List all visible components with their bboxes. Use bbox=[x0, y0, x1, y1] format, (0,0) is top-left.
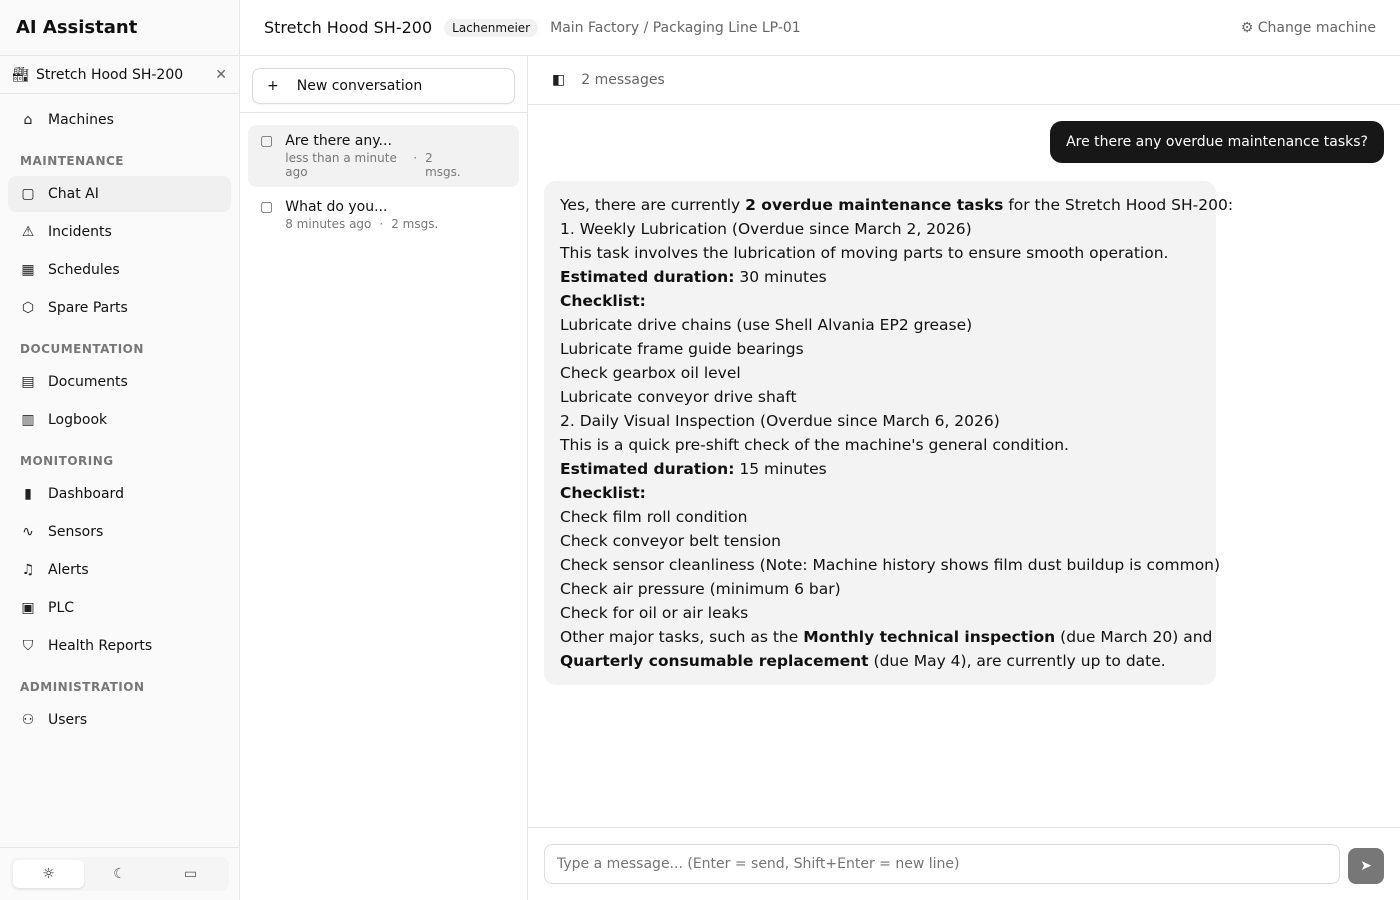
text: 15 minutes bbox=[734, 460, 827, 478]
conversation-title: Are there any... bbox=[285, 133, 392, 149]
sidebar-item-spare-parts[interactable] bbox=[8, 290, 231, 326]
text: Check gearbox oil level bbox=[560, 364, 741, 382]
sidebar-item-alerts[interactable] bbox=[8, 552, 231, 588]
factory-icon: ⌂ bbox=[23, 112, 33, 128]
sidebar-item-plc[interactable] bbox=[8, 590, 231, 626]
theme-switcher bbox=[0, 847, 239, 900]
bold-text: Estimated duration: bbox=[560, 460, 735, 478]
reply-line bbox=[560, 601, 1200, 625]
chip-icon: ▣ bbox=[21, 600, 35, 616]
reply-line bbox=[560, 505, 1200, 529]
sidebar-item-logbook[interactable] bbox=[8, 402, 231, 438]
bold-text: Estimated duration: bbox=[560, 268, 735, 286]
package-icon: ⬡ bbox=[21, 300, 35, 316]
conversation-count: 2 msgs. bbox=[425, 151, 461, 179]
text: Lubricate conveyor drive shaft bbox=[560, 388, 797, 406]
sidebar-item-label: Alerts bbox=[48, 562, 89, 578]
reply-line bbox=[560, 313, 1200, 337]
bold-text: Quarterly consumable replacement bbox=[560, 652, 869, 670]
bold-text: 2 overdue maintenance tasks bbox=[745, 196, 1004, 214]
manufacturer-badge: Lachenmeier bbox=[444, 19, 538, 37]
sidebar-item-chat-ai[interactable] bbox=[8, 176, 231, 212]
selected-machine-label: Stretch Hood SH-200 bbox=[36, 66, 184, 83]
reply-line bbox=[560, 625, 1213, 649]
sidebar-item-label: Sensors bbox=[48, 524, 104, 540]
message-icon: ▢ bbox=[260, 199, 274, 215]
section-heading: ADMINISTRATION bbox=[20, 680, 145, 694]
reply-line bbox=[560, 385, 1200, 409]
sidebar-item-label: Users bbox=[48, 712, 88, 728]
text: This task involves the lubrication of moving parts to ensure smooth operation. bbox=[560, 244, 1169, 262]
bar-chart-icon: ▮ bbox=[24, 486, 32, 502]
text: Check for oil or air leaks bbox=[560, 604, 749, 622]
sidebar-item-label: Chat AI bbox=[48, 186, 99, 202]
sidebar-item-machines[interactable] bbox=[8, 102, 231, 138]
toggle-sidebar-icon[interactable]: ◧ bbox=[552, 72, 566, 88]
text: for the Stretch Hood SH-200: bbox=[1003, 196, 1234, 214]
document-icon: ▤ bbox=[21, 374, 35, 390]
reply-line bbox=[560, 553, 1221, 577]
sidebar-item-users[interactable] bbox=[8, 702, 231, 738]
app-title: AI Assistant bbox=[0, 0, 239, 56]
clipboard-icon: ▥ bbox=[21, 412, 35, 428]
sidebar-item-label: Dashboard bbox=[48, 486, 124, 502]
text: Check conveyor belt tension bbox=[560, 532, 781, 550]
sidebar-item-schedules[interactable] bbox=[8, 252, 231, 288]
shield-icon: ⛉ bbox=[22, 638, 34, 654]
calendar-icon: ▦ bbox=[21, 262, 35, 278]
sidebar-item-sensors[interactable] bbox=[8, 514, 231, 550]
reply-line bbox=[560, 649, 1200, 673]
message-icon: ▢ bbox=[21, 186, 35, 202]
plus-icon: + bbox=[267, 78, 279, 94]
sidebar-item-label: Spare Parts bbox=[48, 300, 128, 316]
sidebar-nav bbox=[0, 94, 239, 746]
message-count: 2 messages bbox=[581, 72, 665, 88]
reply-line bbox=[560, 481, 1200, 505]
chat-panel bbox=[528, 56, 1400, 900]
send-button[interactable] bbox=[1348, 848, 1384, 884]
reply-line bbox=[560, 361, 1200, 385]
reply-line bbox=[560, 337, 1200, 361]
sun-icon[interactable]: ☼ bbox=[13, 860, 84, 888]
conversation-title: What do you... bbox=[285, 199, 388, 215]
conversation-time: less than a minute ago bbox=[285, 151, 397, 179]
reply-line bbox=[560, 577, 1200, 601]
reply-line bbox=[560, 433, 1200, 457]
reply-line bbox=[560, 409, 1200, 433]
conversation-item[interactable]: ▢ Are there any... less than a minute ago · 2 msgs. bbox=[248, 125, 519, 187]
text: (due May 4), are currently up to date. bbox=[868, 652, 1166, 670]
sidebar bbox=[0, 0, 240, 900]
text: 30 minutes bbox=[734, 268, 827, 286]
message-icon: ▢ bbox=[260, 133, 274, 149]
new-conversation-button[interactable] bbox=[252, 68, 515, 104]
sidebar-item-label: Logbook bbox=[48, 412, 108, 428]
change-machine-button[interactable] bbox=[1241, 20, 1376, 36]
section-heading: MONITORING bbox=[20, 454, 114, 468]
text: This is a quick pre-shift check of the machine's general condition. bbox=[560, 436, 1069, 454]
change-machine-label: Change machine bbox=[1257, 19, 1376, 36]
bell-icon: ♫ bbox=[21, 562, 35, 578]
moon-icon[interactable]: ☾ bbox=[113, 866, 126, 882]
text: (due March 20) and bbox=[1055, 628, 1213, 646]
send-icon: ➤ bbox=[1360, 858, 1372, 874]
sidebar-item-incidents[interactable] bbox=[8, 214, 231, 250]
reply-line bbox=[560, 529, 1200, 553]
text: Yes, there are currently bbox=[560, 196, 746, 214]
conversation-list bbox=[240, 56, 528, 900]
text: Lubricate frame guide bearings bbox=[560, 340, 804, 358]
reply-line bbox=[560, 217, 1200, 241]
conversation-item[interactable]: ▢ What do you... 8 minutes ago · 2 msgs. bbox=[260, 199, 439, 231]
users-icon: ⚇ bbox=[21, 712, 35, 728]
warning-icon: ⚠ bbox=[21, 224, 35, 240]
selected-machine[interactable] bbox=[0, 56, 239, 94]
new-conversation-label: New conversation bbox=[296, 78, 423, 94]
text: 2. Daily Visual Inspection (Overdue since March 6, 2026) bbox=[560, 412, 1000, 430]
message-input[interactable] bbox=[544, 844, 1340, 884]
reply-line bbox=[560, 241, 1200, 265]
sidebar-item-dashboard[interactable] bbox=[8, 476, 231, 512]
user-message: Are there any overdue maintenance tasks? bbox=[1050, 121, 1384, 163]
reply-line bbox=[560, 457, 1200, 481]
text: Other major tasks, such as the bbox=[560, 628, 804, 646]
breadcrumb: Main Factory / Packaging Line LP-01 bbox=[550, 19, 801, 36]
section-heading: DOCUMENTATION bbox=[20, 342, 144, 356]
sidebar-item-label: Schedules bbox=[48, 262, 120, 278]
top-bar bbox=[240, 0, 1400, 56]
sidebar-item-label: Documents bbox=[48, 374, 128, 390]
sidebar-item-health-reports[interactable] bbox=[8, 628, 231, 664]
conversation-count: 2 msgs. bbox=[391, 217, 439, 231]
monitor-icon[interactable]: ▭ bbox=[183, 866, 198, 882]
gear-icon: ⚙ bbox=[1240, 19, 1254, 36]
bold-text: Checklist: bbox=[560, 292, 646, 310]
factory-icon: 🏭︎ bbox=[12, 66, 30, 83]
reply-line bbox=[560, 193, 1234, 217]
reply-line bbox=[560, 265, 1200, 289]
text: Check film roll condition bbox=[560, 508, 748, 526]
section-heading: MAINTENANCE bbox=[20, 154, 124, 168]
sidebar-item-label: Incidents bbox=[48, 224, 112, 240]
conversation-time: 8 minutes ago bbox=[285, 217, 372, 231]
text: Check air pressure (minimum 6 bar) bbox=[560, 580, 841, 598]
activity-icon: ∿ bbox=[22, 524, 34, 540]
reply-line bbox=[560, 289, 1200, 313]
text: 1. Weekly Lubrication (Overdue since March 2, 2026) bbox=[560, 220, 972, 238]
text: Check sensor cleanliness (Note: Machine history shows film dust buildup is common) bbox=[560, 556, 1221, 574]
sidebar-item-documents[interactable] bbox=[8, 364, 231, 400]
sidebar-item-label: Health Reports bbox=[48, 638, 153, 654]
machine-title: Stretch Hood SH-200 bbox=[264, 18, 433, 37]
sidebar-item-label: Machines bbox=[48, 112, 114, 128]
bold-text: Monthly technical inspection bbox=[803, 628, 1056, 646]
close-icon[interactable]: ✕ bbox=[215, 66, 227, 83]
assistant-message bbox=[544, 181, 1234, 685]
bold-text: Checklist: bbox=[560, 484, 646, 502]
text: Lubricate drive chains (use Shell Alvania EP2 grease) bbox=[560, 316, 973, 334]
sidebar-item-label: PLC bbox=[48, 600, 75, 616]
